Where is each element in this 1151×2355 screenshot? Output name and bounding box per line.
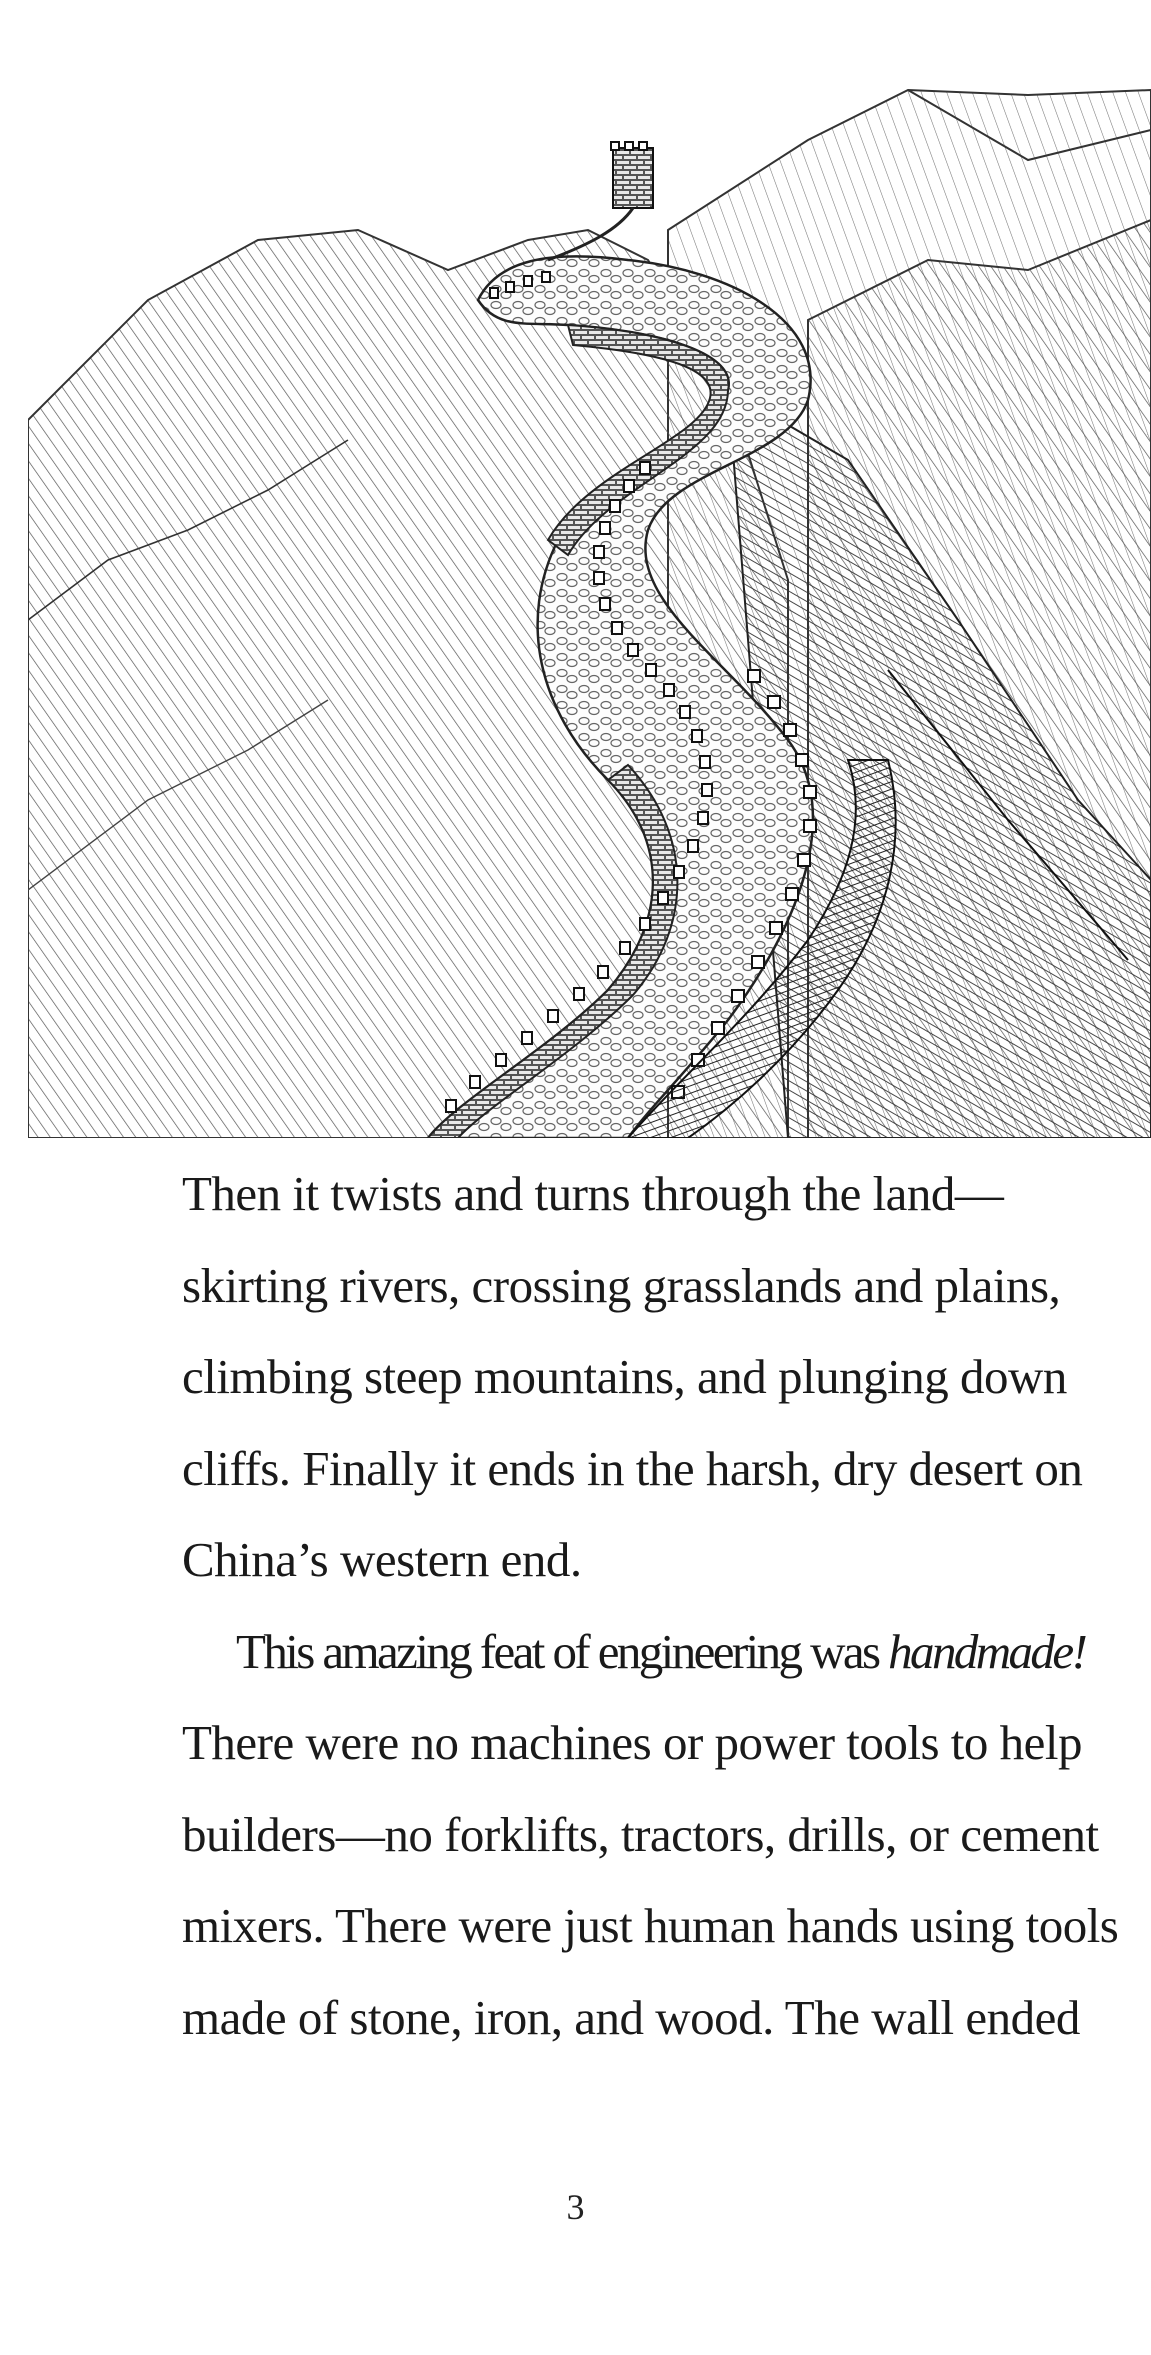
- great-wall-illustration: [28, 60, 1151, 1138]
- text-line: China’s western end.: [182, 1532, 582, 1587]
- text-line: There were no machines or power tools to help: [182, 1715, 1083, 1770]
- text-line: builders—no forklifts, tractors, drills, or cement: [182, 1806, 1099, 1862]
- paragraph-2: [182, 1606, 1119, 2064]
- text-line: climbing steep mountains, and plunging down: [182, 1349, 1067, 1404]
- text-line: made of stone, iron, and wood. The wall ended: [182, 1989, 1080, 2045]
- text-line: mixers. There were just human hands using tools: [182, 1898, 1119, 1953]
- paragraph-1: [182, 1148, 1083, 1606]
- emphasis-text: handmade!: [888, 1623, 1086, 1679]
- page-number: 3: [566, 2187, 585, 2227]
- text-line: [182, 1606, 1086, 1698]
- text-line-prefix: This amazing feat of engineering was: [236, 1623, 889, 1679]
- text-line: cliffs. Finally it ends in the harsh, dry desert on: [182, 1440, 1083, 1496]
- body-text: [182, 1148, 1119, 2063]
- text-line: Then it twists and turns through the land—: [182, 1166, 1004, 1221]
- text-line: skirting rivers, crossing grasslands and plains,: [182, 1257, 1061, 1313]
